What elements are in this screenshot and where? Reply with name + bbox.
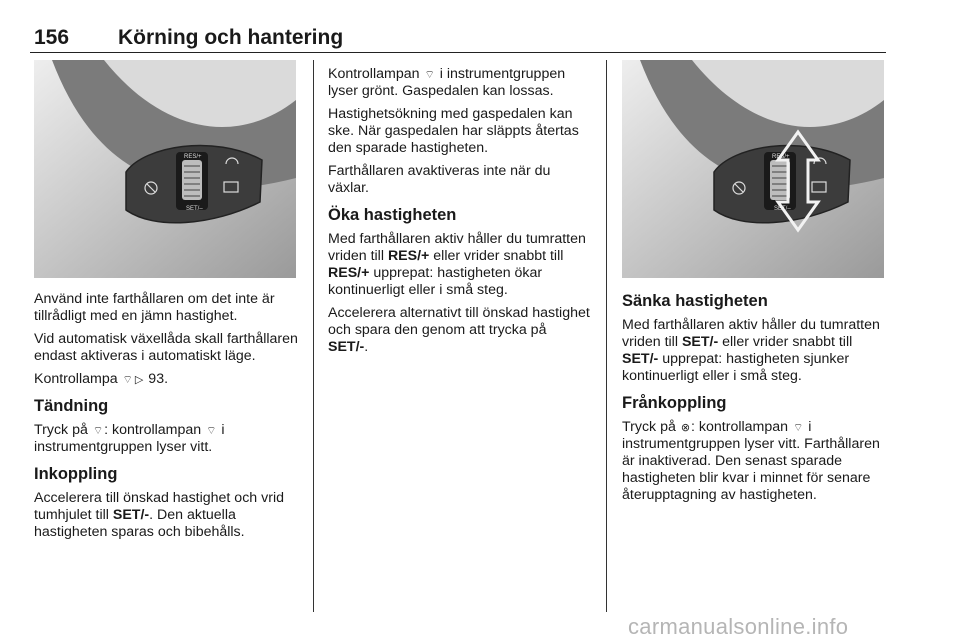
paragraph: Med farthållaren aktiv håller du tumratten vriden till SET/- eller vrider snabbt till SET/- upprepat: hastigheten sjunker kontinuerligt eller i små steg. xyxy=(622,317,880,384)
cruise-control-icon: ⌔ xyxy=(92,424,104,437)
paragraph: Hastighetsökning med gaspedalen kan ske. När gaspedalen har släppts återtas den sparade hastigheten. xyxy=(328,106,579,156)
column-divider xyxy=(606,60,607,612)
res-plus-label: RES/+ xyxy=(184,154,202,160)
page-title: Körning och hantering xyxy=(118,26,344,49)
paragraph: Kontrollampa ⌔ ▷ 93. xyxy=(34,371,169,387)
cruise-control-icon: ⌔ xyxy=(424,68,435,81)
paragraph: Använd inte farthållaren om det inte är tillrådligt med en jämn hastighet. xyxy=(34,291,275,324)
heading-oka-hastigheten: Öka hastigheten xyxy=(328,206,457,224)
steering-wheel-controls-figure xyxy=(622,60,884,278)
column-divider xyxy=(313,60,314,612)
column-3-text xyxy=(622,291,886,504)
paragraph: Accelerera alternativt till önskad hastighet och spara den genom att trycka på SET/-. xyxy=(328,305,590,355)
column-2-text xyxy=(328,66,590,356)
column-1-text xyxy=(34,291,300,541)
page-header xyxy=(30,22,886,53)
watermark: carmanualsonline.info xyxy=(628,614,849,639)
heading-inkoppling: Inkoppling xyxy=(34,465,118,483)
paragraph: Accelerera till önskad hastighet och vrid tumhjulet till SET/-. Den aktuella hastigheten sparas och bibehålls. xyxy=(34,490,284,540)
cruise-control-icon: ⌔ xyxy=(122,373,133,386)
column-2 xyxy=(328,60,590,362)
paragraph: Farthållaren avaktiveras inte när du växlar. xyxy=(328,163,551,196)
set-minus-label: SET/– xyxy=(186,206,203,212)
set-minus-label: SET/– xyxy=(774,206,791,212)
heading-frankoppling: Frånkoppling xyxy=(622,394,727,412)
steering-wheel-controls-figure xyxy=(34,60,296,278)
heading-sanka-hastigheten: Sänka hastigheten xyxy=(622,292,768,310)
page-number: 156 xyxy=(34,26,70,49)
paragraph: Vid automatisk växellåda skall farthållaren endast aktiveras i automatiskt läge. xyxy=(34,331,298,364)
paragraph: Med farthållaren aktiv håller du tumratten vriden till RES/+ eller vrider snabbt till RES/+ upprepat: hastigheten ökar kontinuerligt eller i små steg. xyxy=(328,231,586,298)
cruise-control-icon: ⌔ xyxy=(206,424,217,437)
column-3 xyxy=(622,60,886,510)
page-reference-icon: ▷ xyxy=(134,373,144,386)
cruise-control-icon: ⌔ xyxy=(792,421,804,434)
paragraph: Tryck på ⊗: kontrollampan ⌔ i instrumentgruppen lyser vitt. Farthållaren är inaktiverad. Den senast sparade hastigheten blir kvar i minnet för senare återupptagning av hastigheten. xyxy=(622,419,880,503)
cruise-control-off-icon: ⊗ xyxy=(680,421,691,434)
res-plus-label: RES/+ xyxy=(772,154,790,160)
heading-tandning: Tändning xyxy=(34,397,109,415)
paragraph: Kontrollampan ⌔ i instrumentgruppen lyser grönt. Gaspedalen kan lossas. xyxy=(328,66,566,99)
column-1 xyxy=(34,60,300,547)
paragraph: Tryck på ⌔: kontrollampan ⌔ i instrumentgruppen lyser vitt. xyxy=(34,422,225,455)
